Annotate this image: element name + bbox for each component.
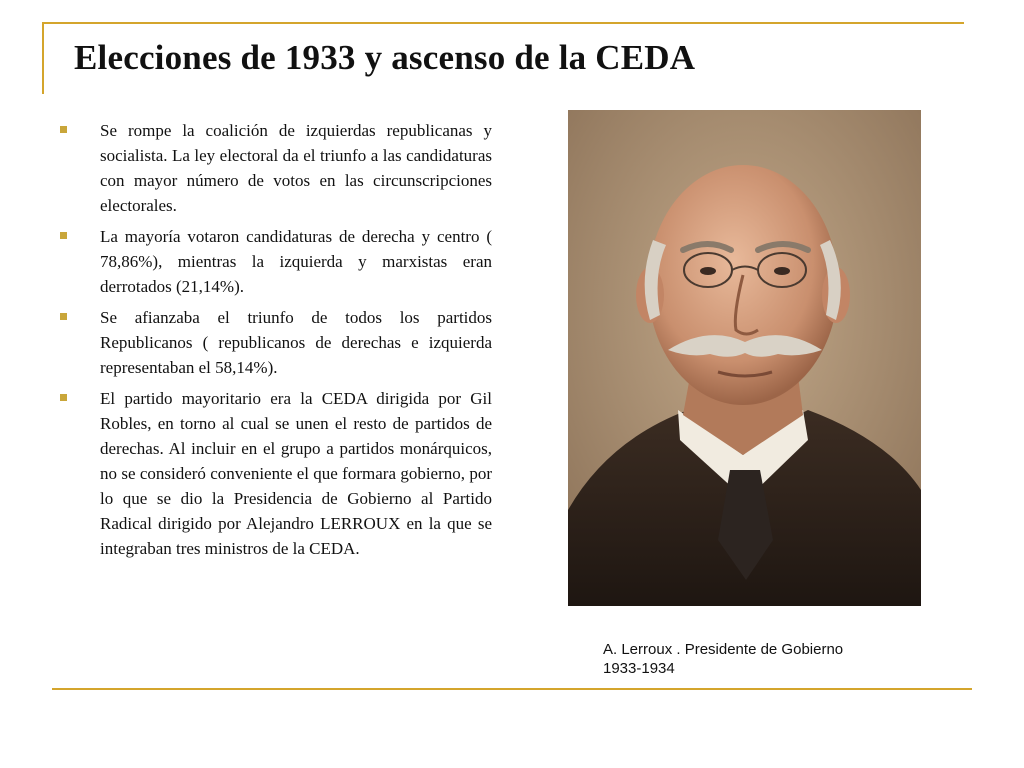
bullet-text: El partido mayoritario era la CEDA dirigida por Gil Robles, en torno al cual se unen el resto de partidos de derechas. Al incluir en el grupo a partidos monárquicos, no se consideró conveniente el que formara gobierno, por lo que se dio la Presidencia de Gobierno al Partido Radical dirigido por Alejandro LERROUX en la que se integraban tres ministros de la CEDA.: [100, 389, 492, 558]
left-rule: [42, 22, 44, 94]
photo-caption: [603, 640, 903, 678]
bullet-square-icon: [60, 126, 67, 133]
bullet-item: [60, 305, 492, 380]
bullet-text: Se afianzaba el triunfo de todos los partidos Republicanos ( republicanos de derechas e izquierda representaban el 58,14%).: [100, 308, 492, 377]
top-rule: [42, 22, 964, 24]
bullet-square-icon: [60, 394, 67, 401]
portrait-photo: [568, 110, 921, 606]
bottom-rule: [52, 688, 972, 690]
caption-line-2: 1933-1934: [603, 660, 675, 677]
bullet-list: [60, 118, 492, 567]
bullet-item: [60, 386, 492, 561]
bullet-item: [60, 118, 492, 218]
bullet-square-icon: [60, 313, 67, 320]
bullet-text: La mayoría votaron candidaturas de derecha y centro ( 78,86%), mientras la izquierda y marxistas eran derrotados (21,14%).: [100, 227, 492, 296]
bullet-item: [60, 224, 492, 299]
bullet-text: Se rompe la coalición de izquierdas republicanas y socialista. La ley electoral da el triunfo a las candidaturas con mayor número de votos en las circunscripciones electorales.: [100, 121, 492, 215]
bullet-square-icon: [60, 232, 67, 239]
slide-title: Elecciones de 1933 y ascenso de la CEDA: [74, 38, 696, 77]
caption-line-1: A. Lerroux . Presidente de Gobierno: [603, 641, 844, 658]
